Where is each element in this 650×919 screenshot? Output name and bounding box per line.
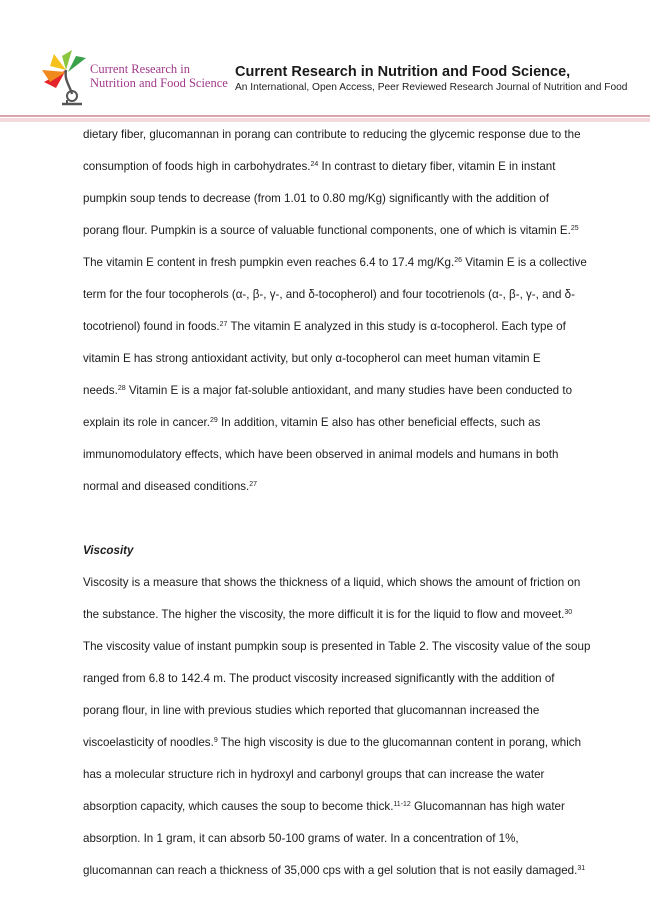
logo-wordmark	[90, 62, 228, 90]
line-text: The vitamin E content in fresh pumpkin even reaches 6.4 to 17.4 mg/Kg.	[83, 256, 455, 269]
journal-subtitle: An International, Open Access, Peer Reviewed Research Journal of Nutrition and Food	[235, 82, 628, 93]
line-text: glucomannan can reach a thickness of 35,000 cps with a gel solution that is not easily damaged.	[83, 864, 578, 877]
line-text: normal and diseased conditions.	[83, 480, 250, 493]
logo-text-line2: Nutrition and Food Science	[90, 76, 228, 90]
text-line	[83, 125, 618, 157]
text-line	[83, 797, 618, 829]
line-text: explain its role in cancer.	[83, 416, 210, 429]
citation-superscript: 30	[564, 609, 573, 616]
citation-superscript: 26	[454, 257, 463, 264]
text-line	[83, 701, 618, 733]
text-line	[83, 605, 618, 637]
text-line	[83, 253, 618, 285]
line-text: needs.	[83, 384, 118, 397]
line-text: term for the four tocopherols (α-, β-, γ-, and δ-tocopherol) and four tocotrienols (α-, β-, γ-, and δ-	[83, 288, 575, 301]
text-line	[83, 317, 618, 349]
citation-superscript: 25	[570, 225, 579, 232]
header-divider	[0, 115, 650, 117]
citation-superscript: 29	[209, 417, 218, 424]
text-line	[83, 445, 618, 477]
line-text: porang flour, in line with previous studies which reported that glucomannan increased the	[83, 704, 540, 717]
line-text: the substance. The higher the viscosity, the more difficult it is for the liquid to flow and moveet.	[83, 608, 565, 621]
citation-superscript: 31	[577, 865, 586, 872]
line-text: Viscosity is a measure that shows the thickness of a liquid, which shows the amount of friction on	[83, 576, 581, 589]
citation-superscript: 9	[213, 737, 218, 744]
line-text: absorption. In 1 gram, it can absorb 50-100 grams of water. In a concentration of 1%,	[83, 832, 519, 845]
line-text: dietary fiber, glucomannan in porang can contribute to reducing the glycemic response due to the	[83, 128, 581, 141]
citation-superscript: 11-12	[393, 801, 411, 808]
line-text: has a molecular structure rich in hydroxyl and carbonyl groups that can increase the water	[83, 768, 545, 781]
line-text-continued: In contrast to dietary fiber, vitamin E in instant	[318, 160, 556, 173]
text-line	[83, 157, 618, 189]
text-line	[83, 637, 618, 669]
section-heading-viscosity: Viscosity	[83, 544, 134, 557]
citation-superscript: 27	[249, 481, 258, 488]
text-line	[83, 573, 618, 605]
line-text-continued: The vitamin E analyzed in this study is α-tocopherol. Each type of	[227, 320, 566, 333]
citation-superscript: 28	[117, 385, 126, 392]
line-text: vitamin E has strong antioxidant activity, but only α-tocopherol can meet human vitamin E	[83, 352, 541, 365]
line-text-continued: The high viscosity is due to the glucomannan content in porang, which	[217, 736, 582, 749]
text-line	[83, 861, 618, 893]
line-text: consumption of foods high in carbohydrates.	[83, 160, 311, 173]
paragraph-viscosity	[83, 573, 618, 893]
page-header	[0, 0, 650, 124]
line-text: The viscosity value of instant pumpkin soup is presented in Table 2. The viscosity value of the soup	[83, 640, 591, 653]
line-text-continued: Vitamin E is a collective	[462, 256, 587, 269]
paragraph-vitamin-e	[83, 125, 618, 509]
text-line	[83, 349, 618, 381]
line-text: absorption capacity, which causes the soup to become thick.	[83, 800, 394, 813]
line-text-continued: In addition, vitamin E also has other beneficial effects, such as	[217, 416, 541, 429]
logo-emblem-icon	[36, 48, 96, 110]
text-line	[83, 829, 618, 861]
text-line	[83, 733, 618, 765]
line-text: ranged from 6.8 to 142.4 m. The product viscosity increased significantly with the addition of	[83, 672, 555, 685]
header-divider-shadow	[0, 118, 650, 122]
text-line	[83, 189, 618, 221]
journal-title: Current Research in Nutrition and Food Science,	[235, 64, 571, 80]
line-text-continued: Glucomannan has high water	[410, 800, 565, 813]
line-text: viscoelasticity of noodles.	[83, 736, 214, 749]
line-text: immunomodulatory effects, which have been observed in animal models and humans in both	[83, 448, 559, 461]
line-text: porang flour. Pumpkin is a source of valuable functional components, one of which is vitamin E.	[83, 224, 571, 237]
citation-superscript: 27	[219, 321, 228, 328]
text-line	[83, 381, 618, 413]
line-text: tocotrienol) found in foods.	[83, 320, 220, 333]
line-text: pumpkin soup tends to decrease (from 1.01 to 0.80 mg/Kg) significantly with the addition of	[83, 192, 549, 205]
line-text-continued: Vitamin E is a major fat-soluble antioxidant, and many studies have been conducted to	[125, 384, 573, 397]
text-line	[83, 765, 618, 797]
journal-logo	[36, 48, 236, 110]
text-line	[83, 477, 618, 509]
text-line	[83, 669, 618, 701]
text-line	[83, 285, 618, 317]
article-body	[83, 125, 618, 893]
text-line	[83, 413, 618, 445]
logo-text-line1: Current Research in	[90, 62, 190, 76]
citation-superscript: 24	[310, 161, 319, 168]
text-line	[83, 221, 618, 253]
